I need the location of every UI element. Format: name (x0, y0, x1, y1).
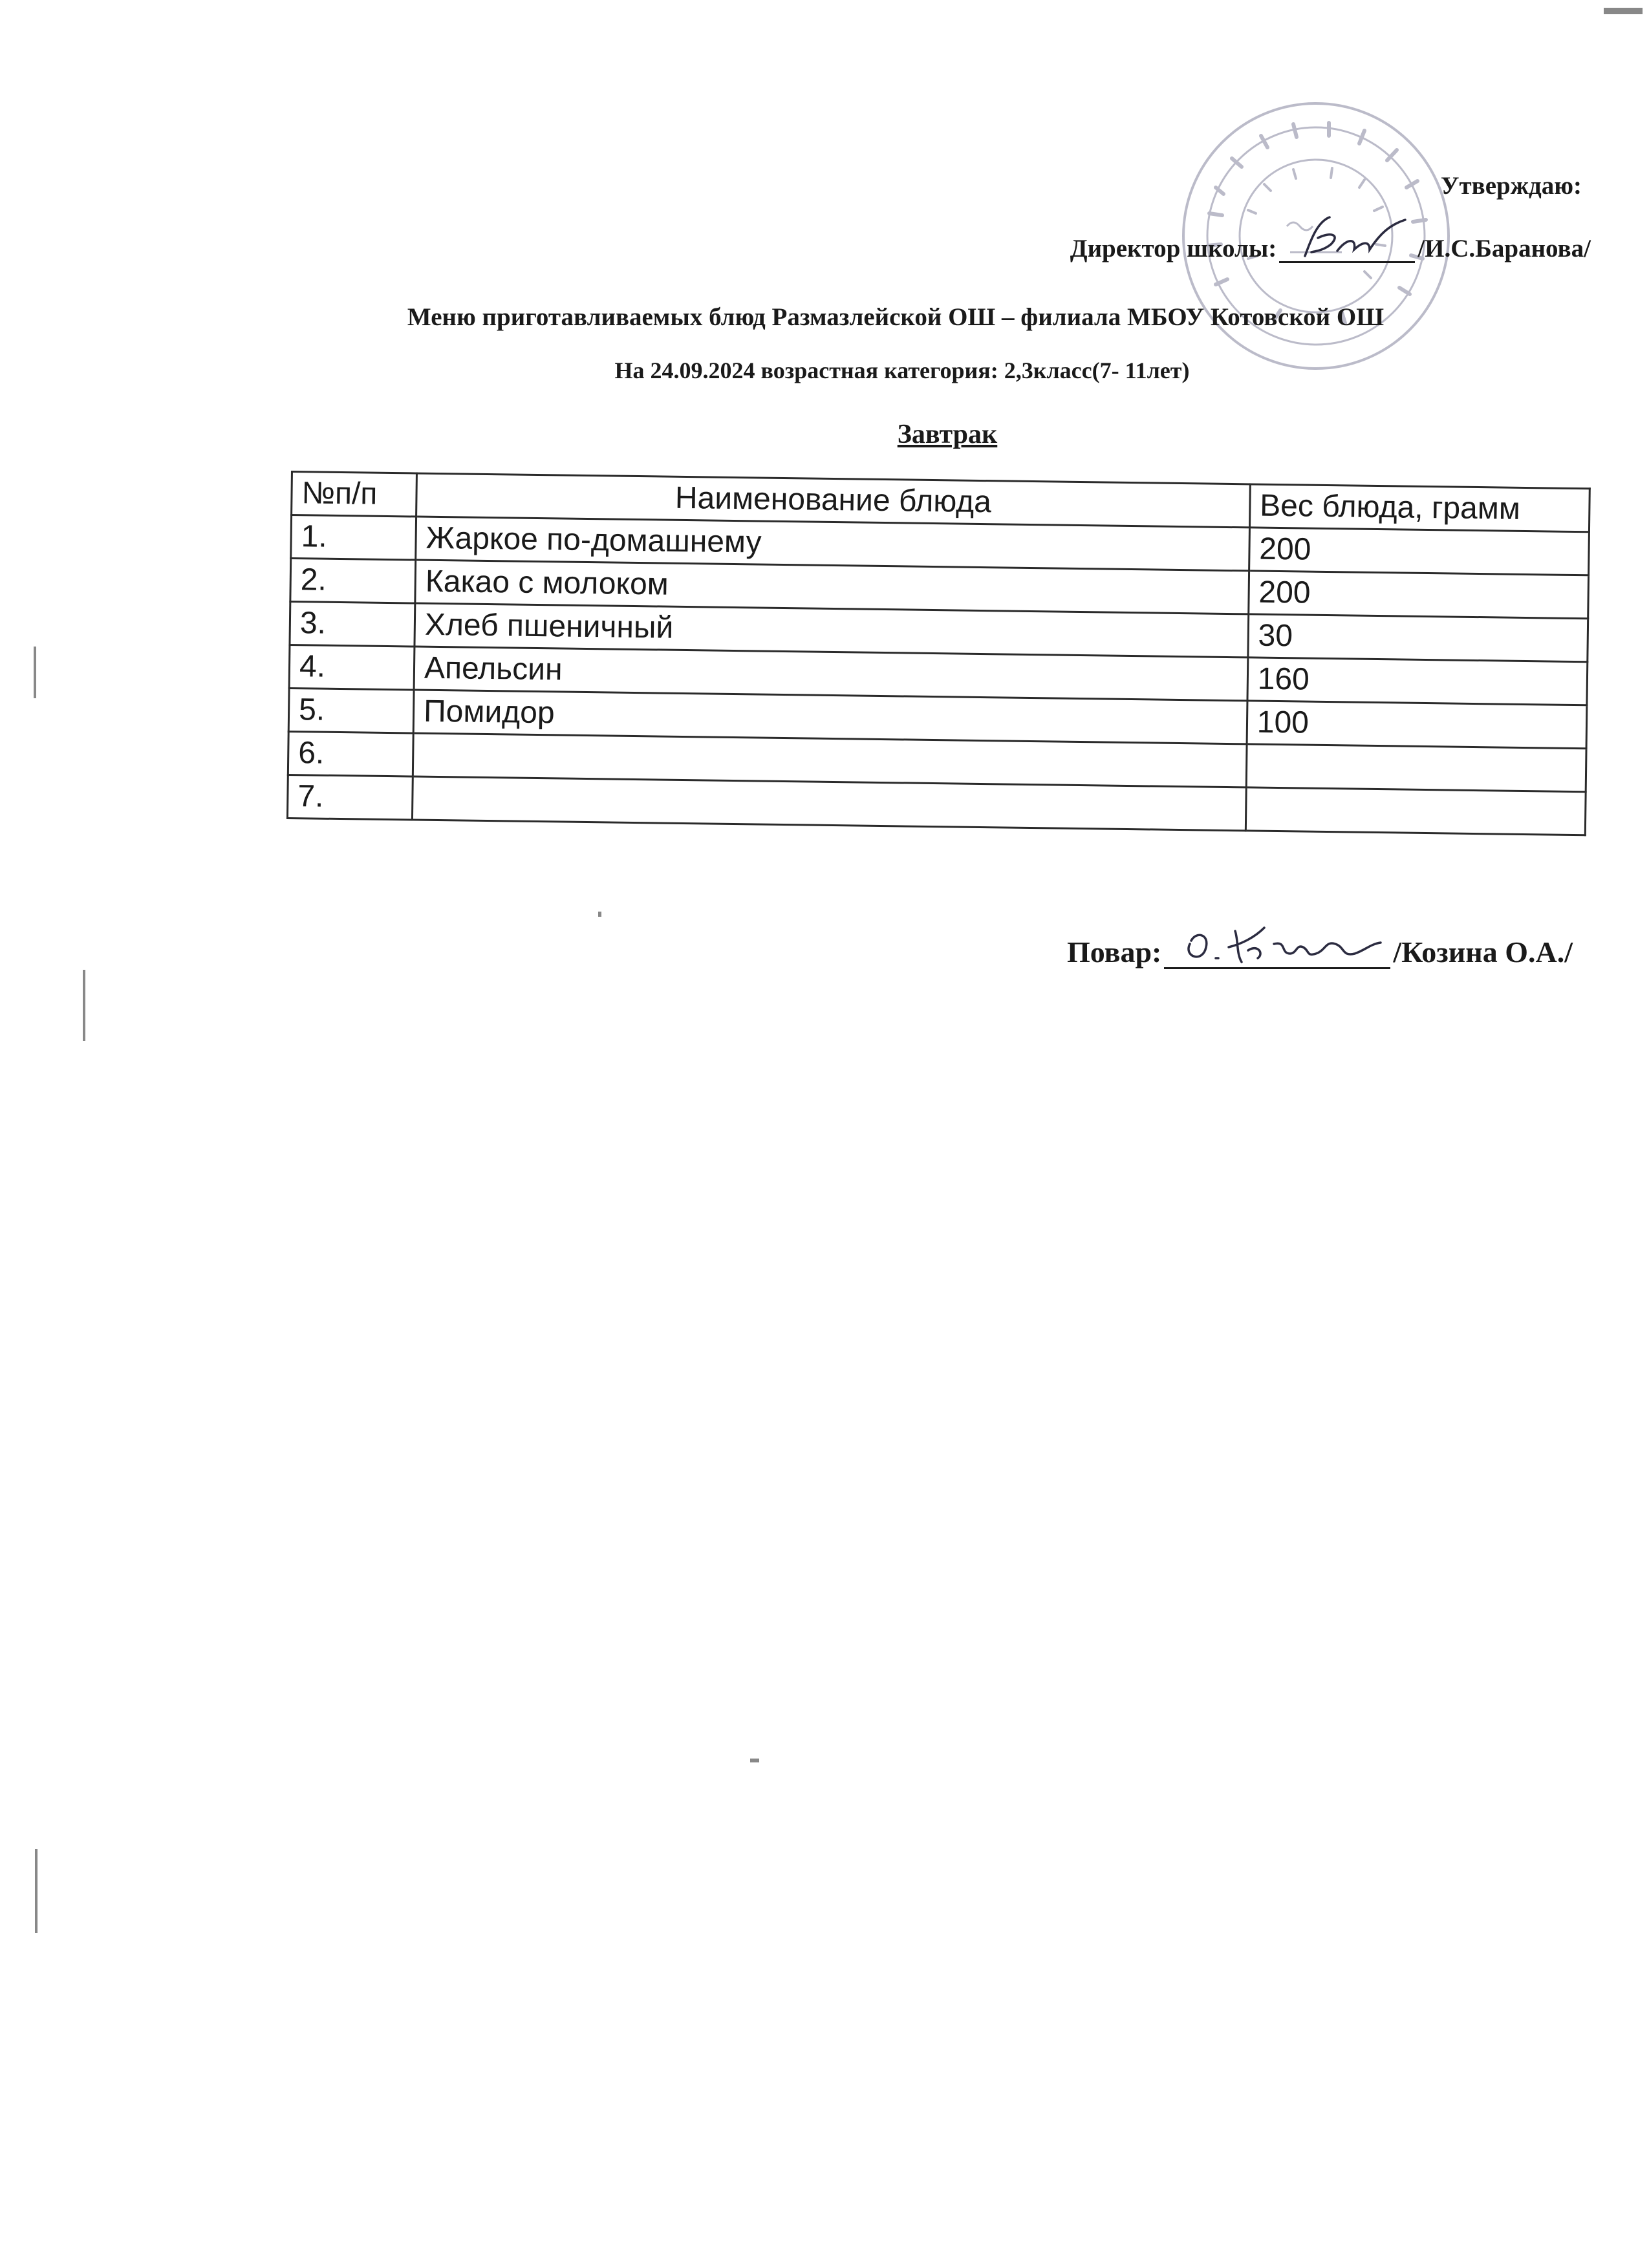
cook-signature-blank (1164, 931, 1390, 969)
cook-signature-line (1067, 931, 1573, 969)
dish-name: Жаркое по-домашнему (416, 517, 1250, 571)
director-signature-blank (1279, 238, 1415, 263)
cook-name: /Козина О.А./ (1393, 936, 1573, 968)
scan-speck (83, 970, 85, 1041)
director-name: /И.С.Баранова/ (1417, 235, 1591, 262)
menu-title: Меню приготавливаемых блюд Размазлейской ОШ – филиала МБОУ Котовской ОШ (407, 303, 1385, 331)
approval-label: Утверждаю: (1440, 172, 1582, 200)
director-signature-line (1070, 234, 1591, 263)
dish-weight (1246, 744, 1586, 792)
dish-weight: 200 (1249, 528, 1589, 575)
dish-weight: 200 (1249, 571, 1589, 619)
column-header-weight: Вес блюда, грамм (1249, 484, 1590, 532)
menu-table (286, 471, 1591, 836)
row-number: 3. (290, 602, 415, 647)
meal-title: Завтрак (897, 420, 998, 449)
scan-speck (598, 912, 601, 917)
column-header-dish-name: Наименование блюда (416, 473, 1251, 528)
column-header-number: №п/п (292, 472, 417, 517)
dish-name: Апельсин (414, 647, 1248, 701)
row-number: 7. (287, 775, 413, 820)
row-number: 2. (290, 559, 416, 604)
scan-speck (750, 1759, 759, 1762)
dish-name: Помидор (413, 690, 1247, 744)
date-and-category: На 24.09.2024 возрастная категория: 2,3класс(7- 11лет) (614, 358, 1190, 383)
dish-weight (1245, 787, 1586, 835)
dish-name: Хлеб пшеничный (415, 603, 1249, 658)
row-number: 6. (288, 731, 413, 776)
row-number: 1. (291, 515, 416, 561)
row-number: 4. (289, 645, 415, 690)
director-prefix: Директор школы: (1070, 235, 1277, 262)
dish-weight: 100 (1247, 701, 1587, 749)
row-number: 5. (288, 688, 414, 733)
cook-signature (1177, 918, 1390, 970)
scan-speck (35, 1849, 38, 1933)
cook-prefix: Повар: (1066, 936, 1162, 968)
scan-speck (34, 647, 36, 698)
dish-weight: 30 (1248, 614, 1588, 662)
dish-name: Какао с молоком (415, 560, 1249, 614)
dish-weight: 160 (1247, 658, 1588, 705)
scan-speck (1604, 8, 1643, 14)
